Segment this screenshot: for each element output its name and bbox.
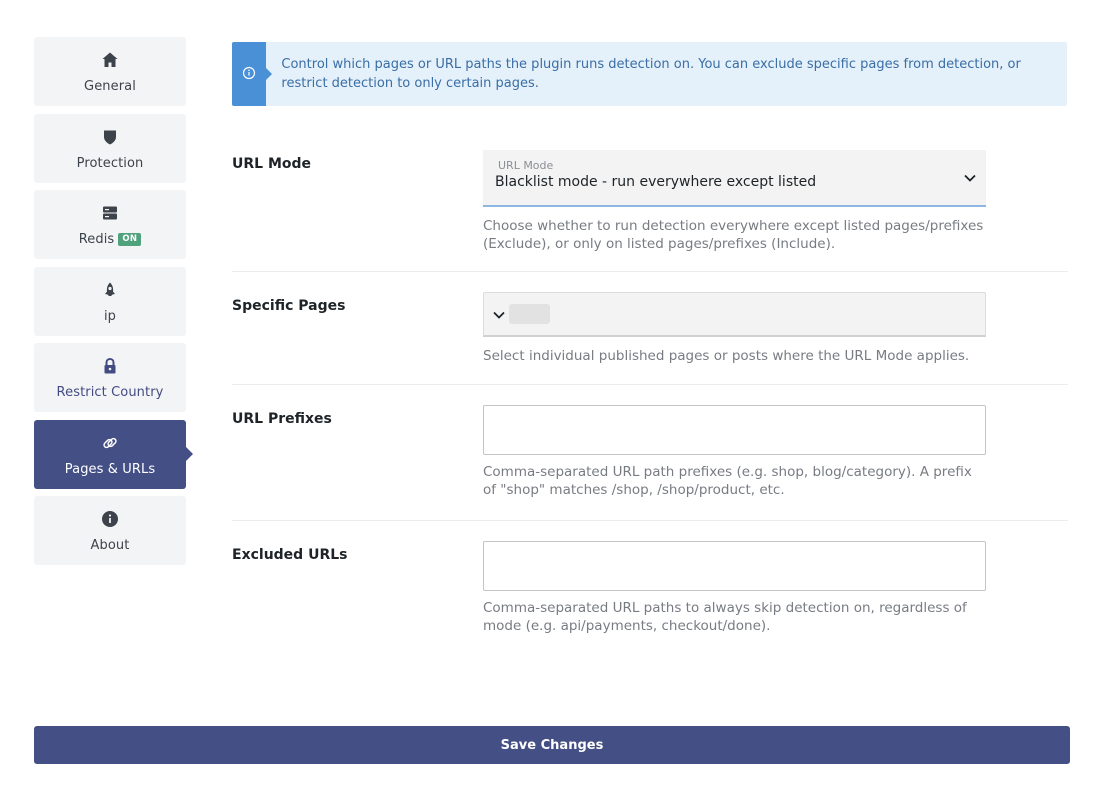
specific-pages-field	[483, 292, 986, 384]
rocket-icon	[101, 281, 119, 299]
url-mode-field	[483, 150, 986, 271]
shield-icon	[101, 128, 119, 146]
sidebar-item-label-text: Redis	[78, 232, 115, 247]
info-icon	[101, 510, 119, 528]
info-notice	[232, 42, 1067, 106]
sidebar-item-label: ip	[103, 308, 117, 324]
url-prefixes-help: Comma-separated URL path prefixes (e.g. shop, blog/category). A prefix of "shop" matches /shop, /shop/product, etc.	[483, 464, 972, 498]
sidebar-item-label: Protection	[76, 155, 144, 171]
sidebar-item-ip[interactable]	[34, 267, 186, 336]
url-prefixes-input[interactable]	[483, 405, 986, 455]
sidebar-item-protection[interactable]	[34, 114, 186, 183]
url-mode-row	[232, 106, 1068, 272]
chevron-down-icon	[963, 170, 977, 184]
specific-pages-select[interactable]	[483, 292, 986, 337]
excluded-urls-label: Excluded URLs	[232, 547, 348, 563]
url-mode-label: URL Mode	[232, 156, 312, 172]
sidebar-item-label: Pages & URLs	[64, 461, 156, 477]
excluded-urls-field	[483, 541, 986, 661]
specific-pages-row	[232, 272, 1068, 385]
server-icon	[101, 204, 119, 222]
url-mode-floating-label: URL Mode	[498, 159, 554, 172]
info-icon	[242, 65, 256, 84]
url-mode-help: Choose whether to run detection everywhere except listed pages/prefixes (Exclude), or only on listed pages/prefixes (Include).	[483, 218, 984, 252]
url-mode-select[interactable]	[483, 150, 986, 207]
sidebar-item-general[interactable]	[34, 37, 186, 106]
page-chip-placeholder	[509, 304, 550, 324]
notice-text: Control which pages or URL paths the plugin runs detection on. You can exclude specific pages from detection, or restrict detection to only certain pages.	[281, 57, 1021, 91]
sidebar-item-label: Restrict Country	[56, 385, 164, 400]
url-prefixes-field	[483, 405, 986, 520]
url-prefixes-row	[232, 385, 1068, 521]
save-changes-button[interactable]: Save Changes	[34, 726, 1070, 764]
excluded-urls-row	[232, 521, 1068, 661]
url-mode-selected-value: Blacklist mode - run everywhere except listed	[495, 174, 817, 190]
sidebar-item-about[interactable]	[34, 496, 186, 565]
chevron-down-icon	[492, 307, 506, 321]
lock-icon	[101, 357, 119, 375]
sidebar-item-label: General	[84, 79, 136, 94]
sidebar-item-label	[79, 232, 142, 247]
status-badge: ON	[118, 233, 141, 246]
settings-panel	[232, 42, 1068, 661]
sidebar-item-restrict-country[interactable]	[34, 343, 186, 412]
notice-icon-box	[232, 42, 266, 106]
sidebar-item-redis[interactable]	[34, 190, 186, 259]
url-prefixes-label: URL Prefixes	[232, 411, 332, 427]
home-icon	[101, 51, 119, 69]
specific-pages-label: Specific Pages	[232, 298, 346, 314]
excluded-urls-help: Comma-separated URL paths to always skip detection on, regardless of mode (e.g. api/payments, checkout/done).	[483, 600, 967, 634]
settings-sidebar	[34, 37, 186, 573]
link-icon	[101, 434, 119, 452]
sidebar-item-pages-urls[interactable]	[34, 420, 186, 489]
specific-pages-help: Select individual published pages or posts where the URL Mode applies.	[483, 348, 970, 364]
excluded-urls-input[interactable]	[483, 541, 986, 591]
sidebar-item-label: About	[90, 538, 130, 553]
